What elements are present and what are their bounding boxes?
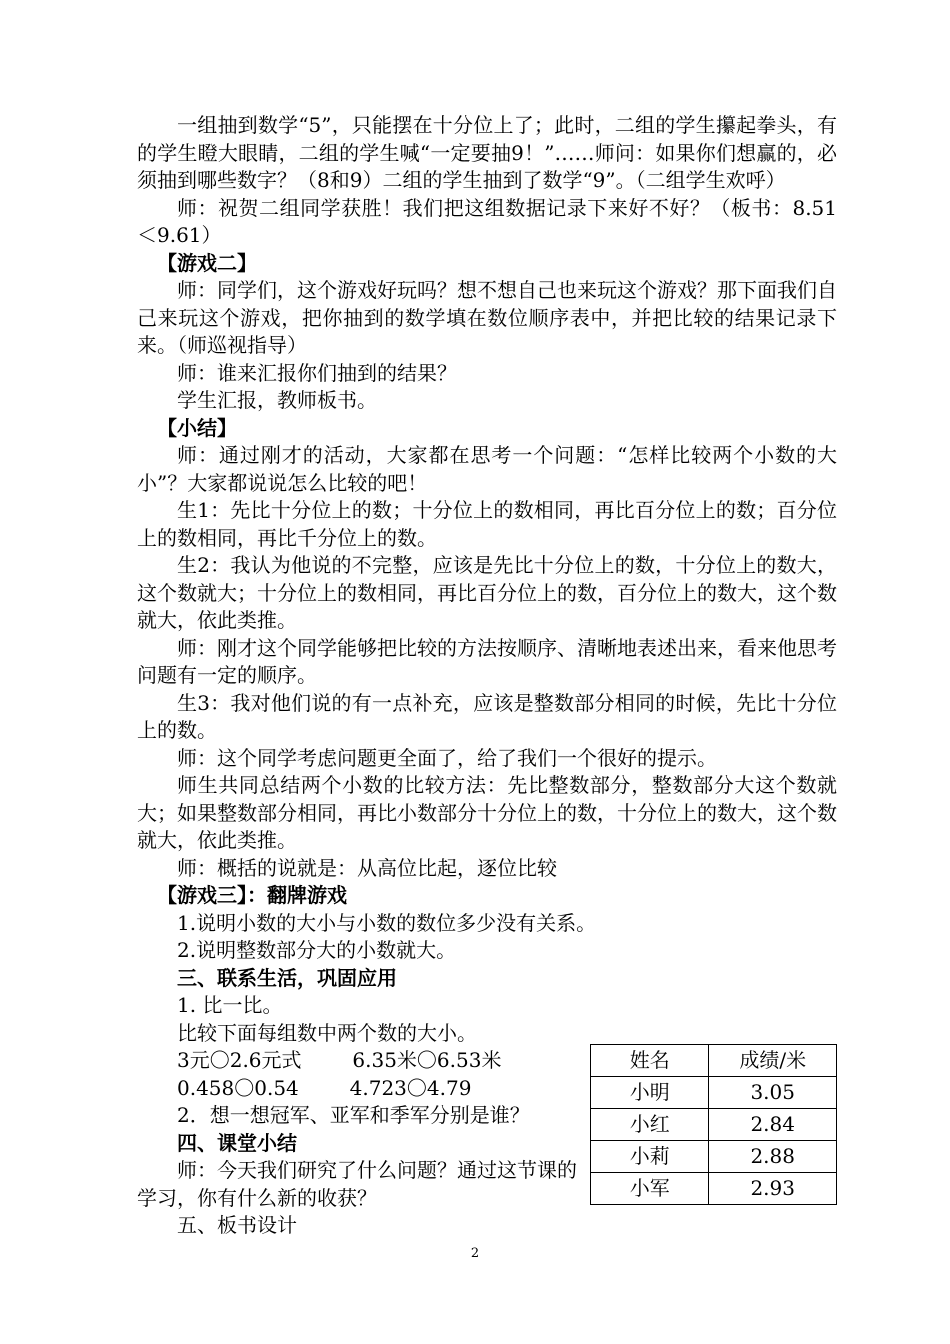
table-row: [591, 1141, 837, 1173]
table-header-row: [591, 1045, 837, 1077]
heading-game-three: 【游戏三】：翻牌游戏: [157, 883, 347, 907]
practice-text: [137, 992, 577, 1240]
paragraph-teacher-comment: 师：刚才这个同学能够把比较的方法按顺序、清晰地表述出来，看来他思考问题有一定的顺序。: [137, 635, 837, 687]
table-cell-name: 小红: [591, 1109, 709, 1141]
heading-section-five: 五、板书设计: [177, 1213, 297, 1237]
table-cell-score: 2.88: [709, 1141, 837, 1173]
exercise-compare-row-two: 0.458〇0.54 4.723〇4.79: [177, 1075, 472, 1100]
page-number: 2: [470, 1246, 480, 1261]
table-cell-score: 2.93: [709, 1173, 837, 1205]
table-cell-score: 3.05: [709, 1077, 837, 1109]
paragraph-student-three: 生3：我对他们说的有一点补充，应该是整数部分相同的时候，先比十分位上的数。: [137, 690, 837, 742]
heading-summary: 【小结】: [157, 415, 237, 440]
paragraph-student-one: 生1：先比十分位上的数；十分位上的数相同，再比百分位上的数；百分位上的数相同，再比千分位上的数。: [137, 498, 837, 550]
exercise-compare-instruction: 比较下面每组数中两个数的大小。: [177, 1020, 477, 1045]
table-cell-score: 2.84: [709, 1109, 837, 1141]
heading-section-three: 三、联系生活，巩固应用: [177, 965, 397, 990]
practice-section: [137, 992, 837, 1240]
paragraph-report: 师：谁来汇报你们抽到的结果？: [177, 360, 457, 385]
paragraph-generalization: 师：概括的说就是：从高位比起，逐位比较: [177, 855, 557, 880]
paragraph-teacher-praise: 师：这个同学考虑问题更全面了，给了我们一个很好的提示。: [177, 745, 717, 770]
table-cell-name: 小军: [591, 1173, 709, 1205]
document-body: [137, 112, 837, 1240]
table-row: [591, 1173, 837, 1205]
score-table: [590, 1044, 837, 1205]
paragraph-point-two: 2.说明整数部分大的小数就大。: [177, 938, 457, 962]
table-row: [591, 1077, 837, 1109]
exercise-ranking: 2．想一想冠军、亚军和季军分别是谁？: [177, 1103, 530, 1127]
paragraph-board: 学生汇报，教师板书。: [177, 388, 377, 412]
paragraph-summary-question: 师：通过刚才的活动，大家都在思考一个问题：“怎样比较两个小数的大小”？大家都说说怎么比较的吧！: [137, 443, 837, 495]
table-cell-name: 小明: [591, 1077, 709, 1109]
paragraph-congratulate: 师：祝贺二组同学获胜！我们把这组数据记录下来好不好？（板书：8.51＜9.61）: [137, 195, 837, 247]
paragraph-method-summary: 师生共同总结两个小数的比较方法：先比整数部分，整数部分大这个数就大；如果整数部分相同，再比小数部分十分位上的数，十分位上的数大，这个数就大，依此类推。: [137, 773, 837, 852]
exercise-compare-row-one: 3元〇2.6元式 6.35米〇6.53米: [177, 1048, 502, 1072]
exercise-compare-title: 1. 比一比。: [177, 993, 283, 1017]
paragraph-game-two-intro: 师：同学们，这个游戏好玩吗？想不想自己也来玩这个游戏？那下面我们自己来玩这个游戏，把你抽到的数学填在数位顺序表中，并把比较的结果记录下来。（师巡视指导）: [137, 278, 837, 357]
paragraph-student-two: 生2：我认为他说的不完整，应该是先比十分位上的数，十分位上的数大，这个数就大；十分位上的数相同，再比百分位上的数，百分位上的数大，这个数就大，依此类推。: [137, 553, 837, 632]
heading-game-two: 【游戏二】: [157, 250, 257, 275]
table-header-name: 姓名: [591, 1045, 709, 1077]
paragraph-lesson-summary: 师：今天我们研究了什么问题？通过这节课的学习，你有什么新的收获？: [137, 1158, 577, 1210]
paragraph-point-one: 1.说明小数的大小与小数的数位多少没有关系。: [177, 910, 597, 935]
table-cell-name: 小莉: [591, 1141, 709, 1173]
paragraph-game-one-result: 一组抽到数学“5”，只能摆在十分位上了；此时，二组的学生攥起拳头，有的学生瞪大眼睛，二组的学生喊“一定要抽9！”……师问：如果你们想赢的，必须抽到哪些数字？（8和9）二组的学生抽到了数学“9”。（二组学生欢呼）: [137, 113, 837, 192]
table-row: [591, 1109, 837, 1141]
heading-section-four: 四、课堂小结: [177, 1130, 297, 1155]
table-header-score: 成绩/米: [709, 1045, 837, 1077]
